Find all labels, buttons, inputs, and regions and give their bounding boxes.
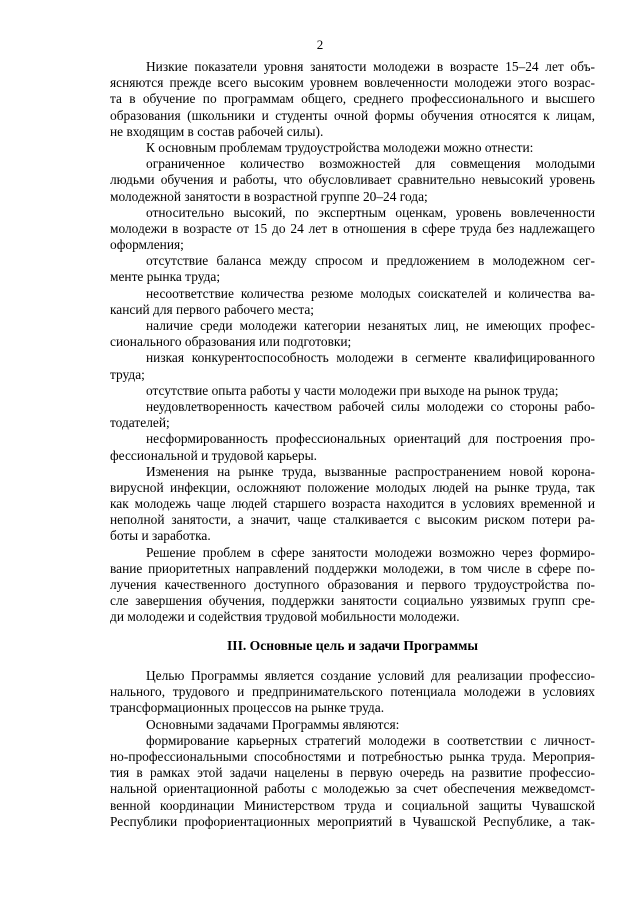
text-line: неудовлетворенность качеством рабочей силы молодежи со стороны рабо-: [146, 398, 595, 414]
text-line: тодателей;: [110, 415, 170, 431]
text-line: молодежной занятости в возрастной группе 20–24 года;: [110, 188, 428, 204]
text-line: не входящим в состав рабочей силы).: [110, 123, 324, 139]
text-line: как молодежь чаще людей старшего возраста находится в условиях временной и: [110, 496, 595, 512]
text-line: ограниченное количество возможностей для совмещения молодыми: [146, 156, 595, 172]
text-line: Республики профориентационных мероприятий в Чувашской Республике, а так-: [110, 813, 595, 829]
text-line: образования (школьники и студенты очной формы обучения относятся к лицам,: [110, 107, 595, 123]
text-line: несформированность профессиональных ориентаций для построения про-: [146, 431, 595, 447]
text-line: та в обучение по программам общего, среднего профессионального и высшего: [110, 91, 595, 107]
text-line: но-профессиональными способностями и потребностью рынка труда. Мероприя-: [110, 748, 595, 764]
text-line: молодежи в возрасте от 15 до 24 лет в отношения в сфере труда без надлежащего: [110, 220, 595, 236]
text-line: боты и заработка.: [110, 528, 211, 544]
text-line: кансий для первого рабочего места;: [110, 301, 315, 317]
text-line: менте рынка труда;: [110, 269, 221, 285]
text-line: несоответствие количества резюме молодых соискателей и количества ва-: [146, 285, 595, 301]
page-number: 2: [316, 37, 324, 52]
text-line: К основным проблемам трудоустройства молодежи можно отнести:: [146, 139, 534, 155]
text-line: неполной занятости, а значит, чаще сталкивается с высоким риском потери ра-: [110, 512, 595, 528]
section-body-goals: [110, 668, 595, 830]
text-line: оформления;: [110, 237, 184, 253]
text-line: Решение проблем в сфере занятости молодежи возможно через формиро-: [146, 544, 595, 560]
section-body-problems: [110, 59, 595, 626]
text-line: вирусной инфекции, осложняют положение молодых людей на рынке труда, так: [110, 479, 595, 495]
text-line: ясняются прежде всего высоким уровнем вовлеченности молодежи этого возрас-: [110, 75, 595, 91]
text-line: фессиональной и трудовой карьеры.: [110, 447, 317, 463]
text-line: наличие среди молодежи категории незанятых лиц, не имеющих профес-: [146, 318, 595, 333]
text-line: ди молодежи и содействия трудовой мобильности молодежи.: [110, 609, 460, 625]
text-line: отсутствие баланса между спросом и предложением в молодежном сег-: [146, 253, 595, 269]
text-line: вание приоритетных направлений поддержки молодежи, в том числе в сфере по-: [110, 560, 595, 576]
text-line: трансформационных процессов на рынке труда.: [110, 700, 385, 716]
text-line: лучения качественного доступного образования и первого трудоустройства по-: [110, 577, 595, 592]
text-line: Низкие показатели уровня занятости молодежи в возрасте 15–24 лет объ-: [146, 59, 595, 74]
text-line: относительно высокий, по экспертным оценкам, уровень вовлеченности: [146, 204, 595, 220]
text-line: низкая конкурентоспособность молодежи в сегменте квалифицированного: [146, 350, 595, 366]
text-line: Изменения на рынке труда, вызванные распространением новой корона-: [146, 463, 595, 479]
text-line: нального, трудового и предпринимательского потенциала молодежи в условиях: [110, 684, 595, 700]
text-line: труда;: [110, 366, 145, 382]
text-line: Целью Программы является создание условий для реализации профессио-: [146, 668, 595, 683]
text-line: людьми обучения и работы, что обусловливает сравнительно невысокий уровень: [110, 172, 595, 188]
section-heading: III. Основные цель и задачи Программы: [227, 638, 478, 653]
text-line: Основными задачами Программы являются:: [146, 716, 400, 732]
text-line: тия в рамках этой задачи нацелены в первую очередь на развитие профессио-: [110, 765, 595, 781]
text-line: сионального образования или подготовки;: [110, 334, 352, 350]
text-line: отсутствие опыта работы у части молодежи при выходе на рынок труда;: [146, 382, 559, 398]
text-line: сле завершения обучения, поддержки занятости социально уязвимых групп сре-: [110, 593, 595, 609]
text-line: формирование карьерных стратегий молодежи в соответствии с личност-: [146, 732, 595, 748]
text-line: нальной ориентационной работы с молодежью за счет обеспечения межведомст-: [110, 781, 595, 797]
text-line: венной координации Министерством труда и социальной защиты Чувашской: [110, 797, 595, 813]
